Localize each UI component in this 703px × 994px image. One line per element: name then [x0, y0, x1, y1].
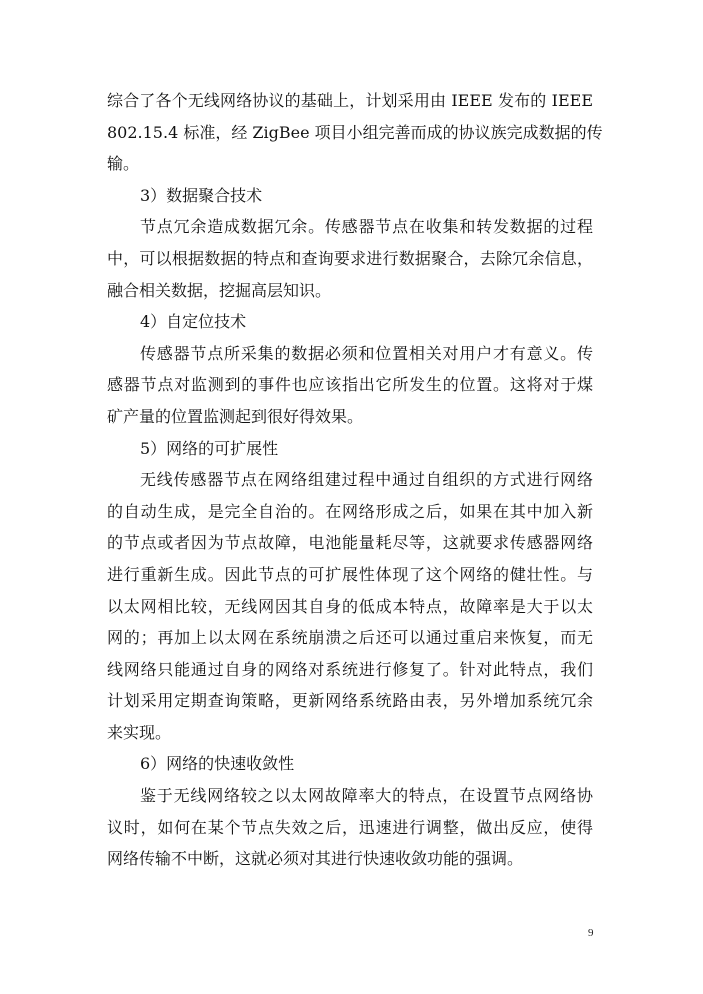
section-heading-fast-convergence: 6）网络的快速收敛性 — [140, 754, 295, 774]
paragraph-protocol-selection — [107, 85, 603, 180]
text-line: 输。 — [107, 154, 140, 174]
text-line: 矿产量的位置监测起到很好得效果。 — [107, 406, 364, 426]
paragraph-self-localization — [107, 338, 593, 433]
section-heading-data-aggregation: 3）数据聚合技术 — [140, 185, 263, 205]
text-line: 网的；再加上以太网在系统崩溃之后还可以通过重启来恢复，而无 — [107, 628, 593, 648]
section-heading-self-localization: 4）自定位技术 — [140, 312, 247, 332]
text-line: 的自动生成，是完全自治的。在网络形成之后，如果在其中加入新 — [107, 501, 593, 521]
text-line: 中，可以根据数据的特点和查询要求进行数据聚合，去除冗余信息， — [107, 248, 593, 268]
text-line: 无线传感器节点在网络组建过程中通过自组织的方式进行网络 — [140, 470, 593, 490]
text-line: 网络传输不中断，这就必须对其进行快速收敛功能的强调。 — [107, 849, 524, 869]
text-line: 802.15.4 标准，经 ZigBee 项目小组完善而成的协议族完成数据的传 — [107, 122, 603, 142]
text-line: 节点冗余造成数据冗余。传感器节点在收集和转发数据的过程 — [140, 217, 593, 237]
text-line: 计划采用定期查询策略，更新网络系统路由表，另外增加系统冗余 — [107, 691, 593, 711]
text-line: 融合相关数据，挖掘高层知识。 — [107, 280, 332, 300]
text-line: 综合了各个无线网络协议的基础上，计划采用由 IEEE 发布的 IEEE — [107, 91, 593, 110]
document-body — [107, 85, 603, 875]
paragraph-data-aggregation — [107, 211, 593, 306]
text-line: 鉴于无线网络较之以太网故障率大的特点，在设置节点网络协 — [140, 786, 593, 806]
text-line: 传感器节点所采集的数据必须和位置相关对用户才有意义。传 — [140, 343, 593, 363]
text-line: 线网络只能通过自身的网络对系统进行修复了。针对此特点，我们 — [107, 659, 593, 679]
text-line: 来实现。 — [107, 722, 172, 742]
paragraph-scalability — [107, 464, 593, 748]
text-line: 议时，如何在某个节点失效之后，迅速进行调整，做出反应，使得 — [107, 817, 593, 837]
text-line: 进行重新生成。因此节点的可扩展性体现了这个网络的健壮性。与 — [107, 564, 593, 584]
text-line: 感器节点对监测到的事件也应该指出它所发生的位置。这将对于煤 — [107, 375, 593, 395]
text-line: 以太网相比较，无线网因其自身的低成本特点，故障率是大于以太 — [107, 596, 593, 616]
section-heading-scalability: 5）网络的可扩展性 — [140, 438, 279, 458]
text-line: 的节点或者因为节点故障，电池能量耗尽等，这就要求传感器网络 — [107, 533, 593, 553]
page-number: 9 — [588, 927, 594, 939]
paragraph-fast-convergence — [107, 780, 593, 875]
